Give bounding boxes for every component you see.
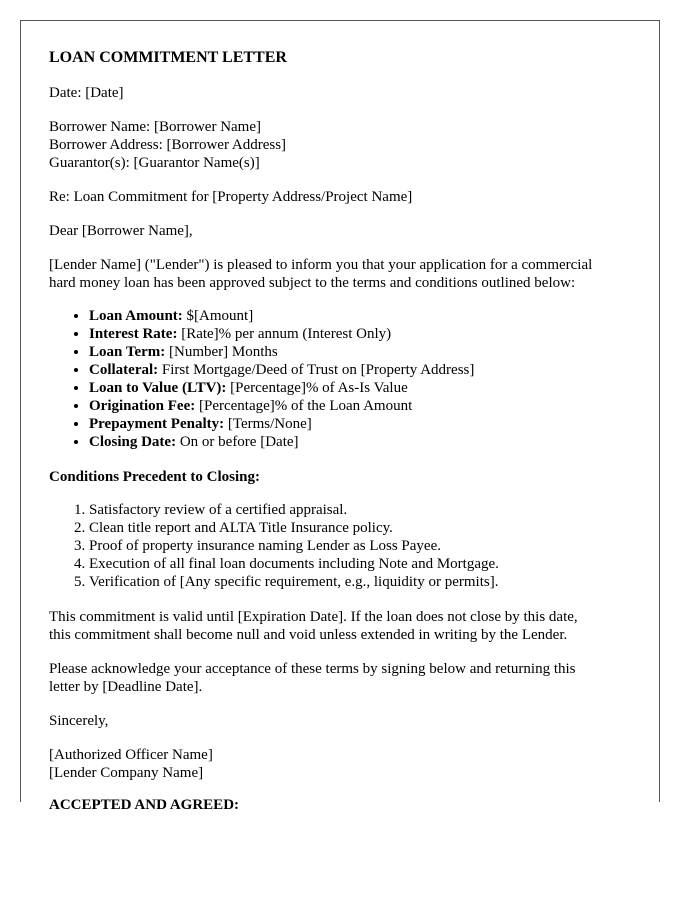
re-line: Re: Loan Commitment for [Property Address/Project Name] xyxy=(49,189,413,205)
letter-title: LOAN COMMITMENT LETTER xyxy=(49,49,287,66)
term-item xyxy=(89,343,474,361)
term-value: [Percentage]% of the Loan Amount xyxy=(195,398,413,414)
date-line: Date: [Date] xyxy=(49,85,124,101)
term-label: Loan Term: xyxy=(89,344,166,360)
validity-paragraph-line-2: this commitment shall become null and void unless extended in writing by the Lender. xyxy=(49,627,568,643)
term-label: Prepayment Penalty: xyxy=(89,416,225,432)
closing-sincerely: Sincerely, xyxy=(49,713,109,729)
term-label: Loan Amount: xyxy=(89,308,183,324)
condition-item: 2. Clean title report and ALTA Title Insurance policy. xyxy=(89,519,499,537)
term-value: On or before [Date] xyxy=(176,434,299,450)
term-item xyxy=(89,433,474,451)
term-label: Collateral: xyxy=(89,362,159,378)
term-value: [Percentage]% of As-Is Value xyxy=(226,380,408,396)
term-label: Origination Fee: xyxy=(89,398,196,414)
acknowledge-paragraph-line-2: letter by [Deadline Date]. xyxy=(49,679,203,695)
term-value: [Rate]% per annum (Interest Only) xyxy=(177,326,392,342)
term-label: Interest Rate: xyxy=(89,326,178,342)
term-item xyxy=(89,325,474,343)
condition-item: 1. Satisfactory review of a certified appraisal. xyxy=(89,501,499,519)
term-label: Closing Date: xyxy=(89,434,177,450)
term-item xyxy=(89,397,474,415)
term-item xyxy=(89,307,474,325)
term-value: $[Amount] xyxy=(182,308,254,324)
intro-paragraph-line-2: hard money loan has been approved subject to the terms and conditions outlined below: xyxy=(49,275,576,291)
validity-paragraph-line-1: This commitment is valid until [Expiration Date]. If the loan does not close by this date, xyxy=(49,609,578,625)
condition-item: 5. Verification of [Any specific requirement, e.g., liquidity or permits]. xyxy=(89,573,499,591)
term-item xyxy=(89,379,474,397)
term-item xyxy=(89,361,474,379)
loan-terms-list xyxy=(49,307,474,451)
term-value: [Number] Months xyxy=(165,344,278,360)
borrower-name-line: Borrower Name: [Borrower Name] xyxy=(49,119,261,135)
company-name: [Lender Company Name] xyxy=(49,765,204,781)
letter-page xyxy=(20,20,660,813)
acknowledge-paragraph-line-1: Please acknowledge your acceptance of these terms by signing below and returning this xyxy=(49,661,576,677)
condition-item: 3. Proof of property insurance naming Lender as Loss Payee. xyxy=(89,537,499,555)
officer-name: [Authorized Officer Name] xyxy=(49,747,213,763)
conditions-heading: Conditions Precedent to Closing: xyxy=(49,469,260,485)
conditions-list xyxy=(49,501,499,591)
borrower-address-line: Borrower Address: [Borrower Address] xyxy=(49,137,287,153)
intro-paragraph-line-1: [Lender Name] ("Lender") is pleased to inform you that your application for a commercial xyxy=(49,257,593,273)
guarantor-line: Guarantor(s): [Guarantor Name(s)] xyxy=(49,155,260,171)
salutation: Dear [Borrower Name], xyxy=(49,223,193,239)
term-value: First Mortgage/Deed of Trust on [Property Address] xyxy=(158,362,475,378)
term-item xyxy=(89,415,474,433)
accepted-heading: ACCEPTED AND AGREED: xyxy=(49,797,240,813)
condition-item: 4. Execution of all final loan documents including Note and Mortgage. xyxy=(89,555,499,573)
term-value: [Terms/None] xyxy=(224,416,312,432)
term-label: Loan to Value (LTV): xyxy=(89,380,227,396)
